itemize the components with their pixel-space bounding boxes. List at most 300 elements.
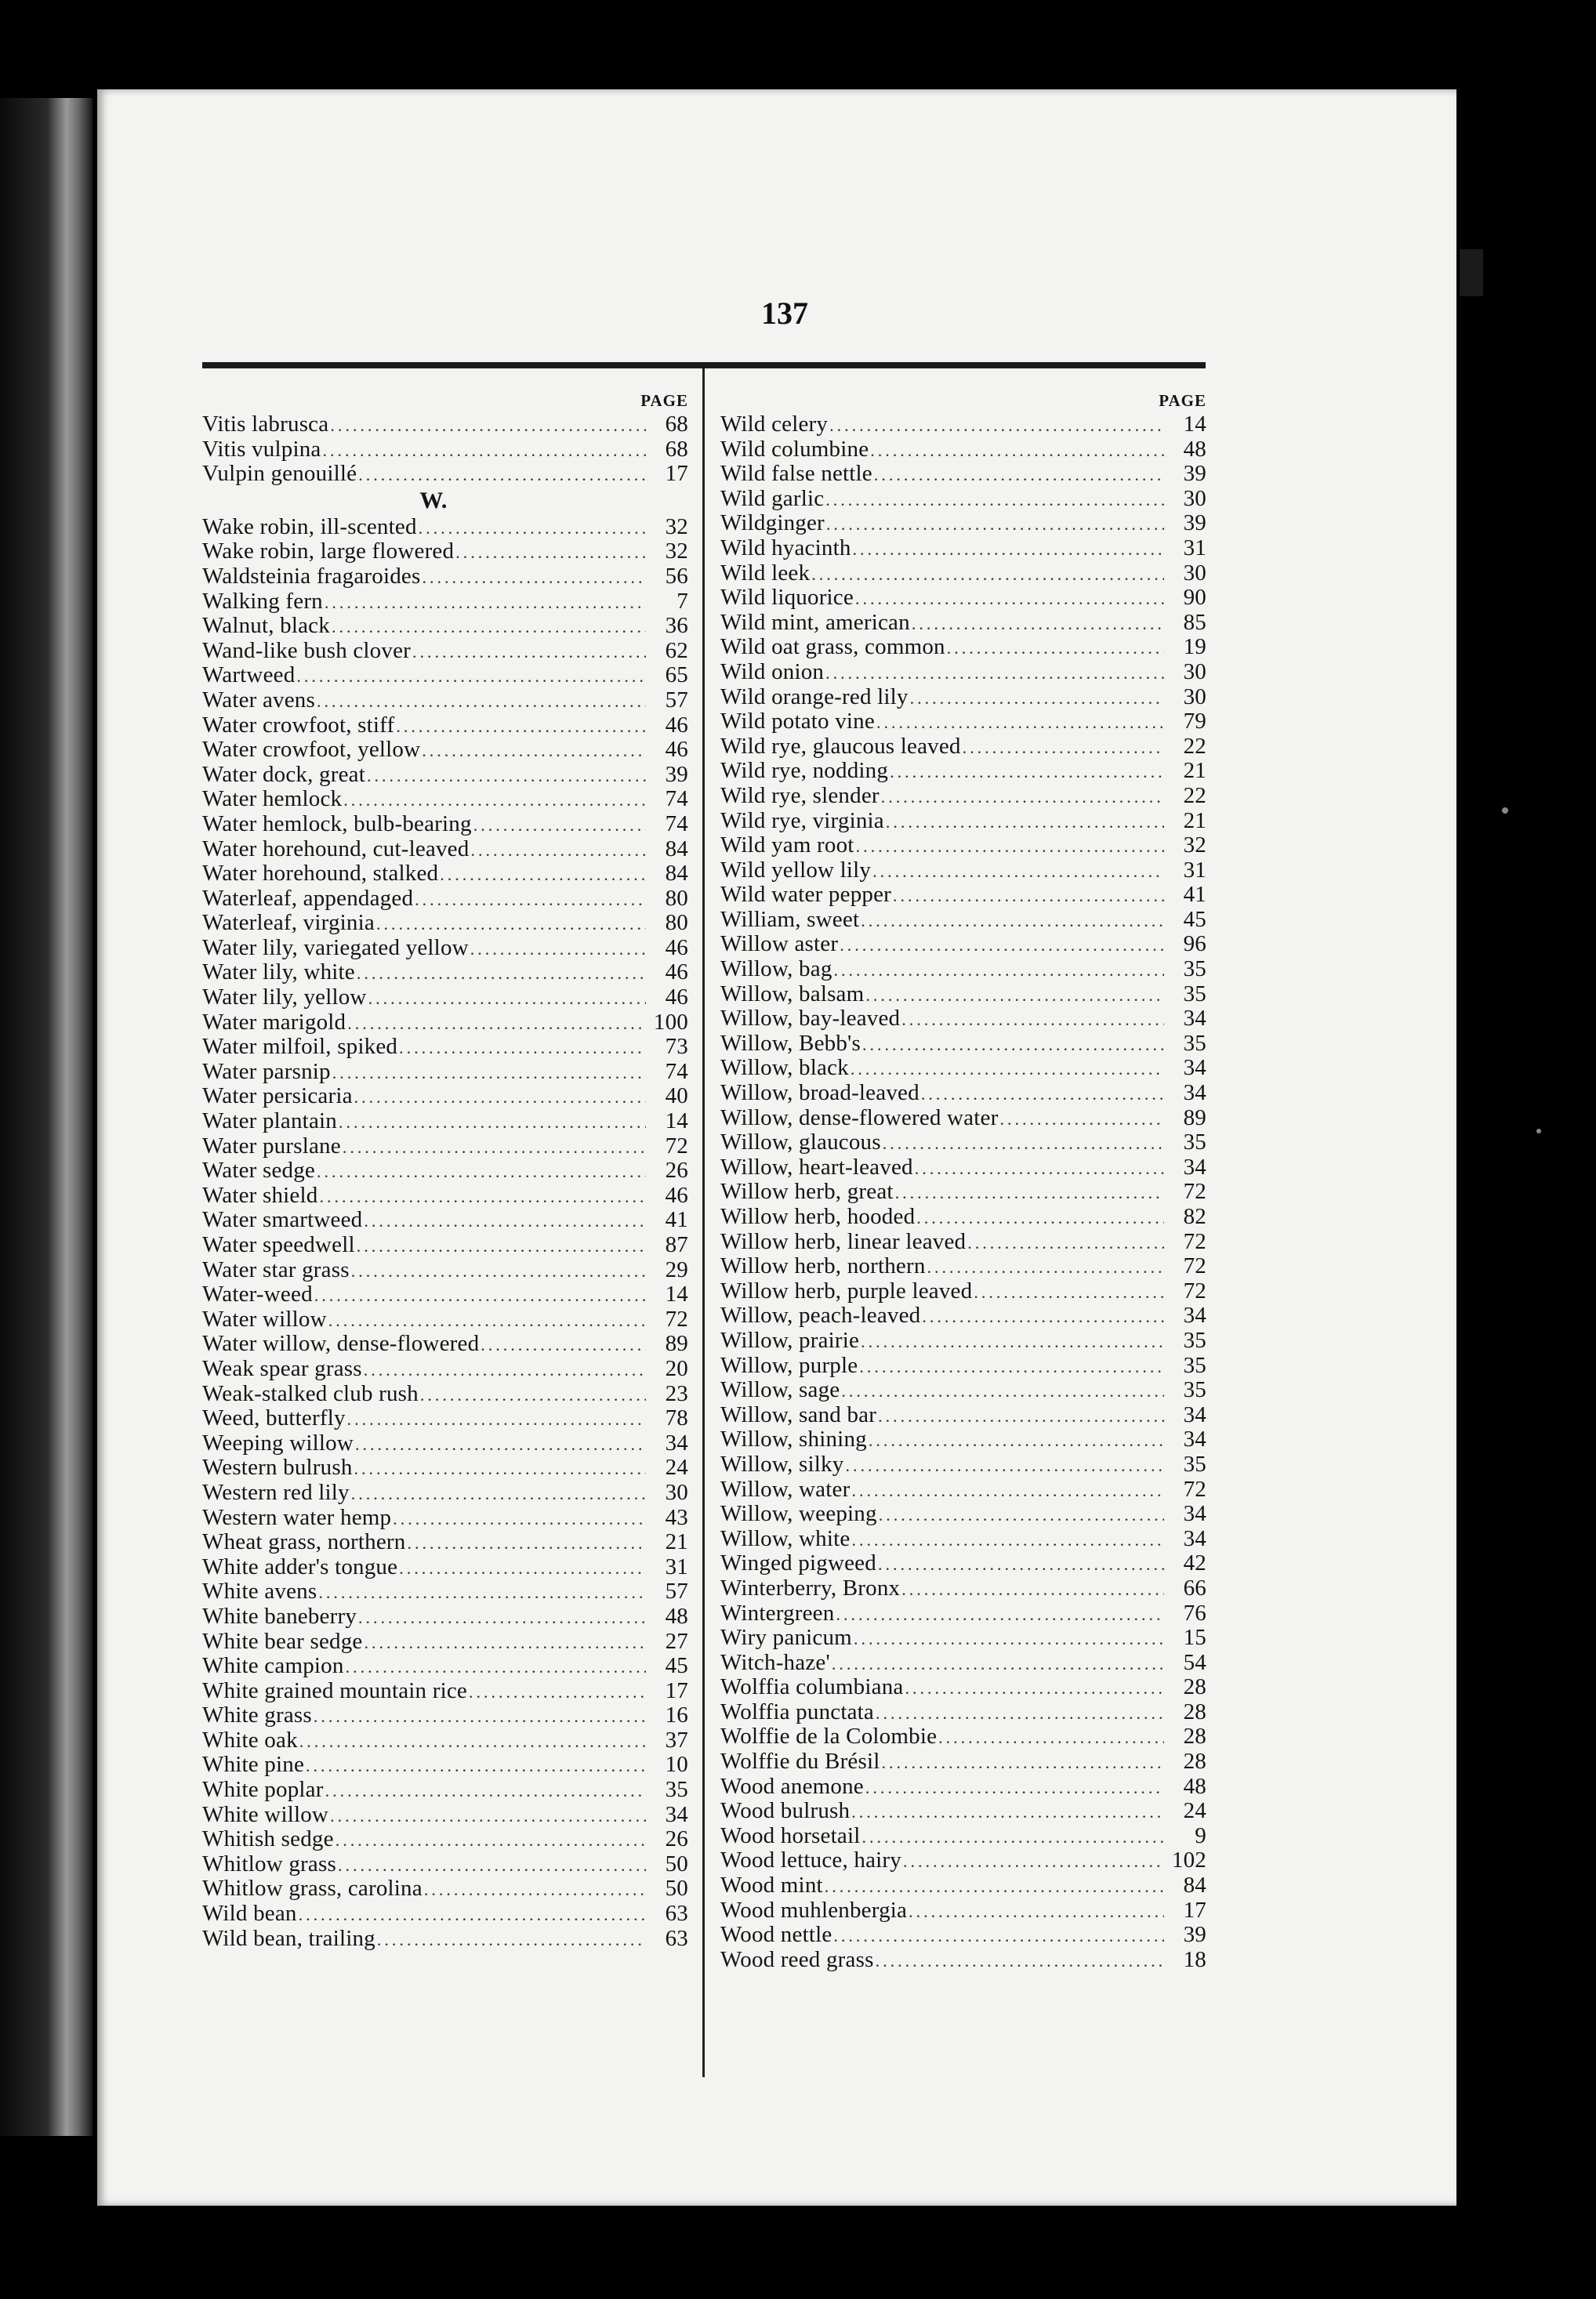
- dot-leader: [905, 1676, 1164, 1701]
- dot-leader: [328, 1308, 646, 1333]
- index-page-number: 34: [1183, 1055, 1206, 1081]
- dot-leader: [869, 1428, 1164, 1453]
- index-term: Willow, weeping: [720, 1501, 877, 1527]
- index-entry: [202, 1555, 688, 1580]
- index-term: Willow, Bebb's: [720, 1030, 861, 1056]
- index-entry: [202, 1258, 688, 1283]
- index-page-number: 30: [665, 1479, 688, 1505]
- index-page-number: 39: [1183, 510, 1206, 536]
- dot-leader: [872, 859, 1164, 884]
- index-page-number: 72: [1183, 1253, 1206, 1279]
- index-page-number: 34: [1183, 1006, 1206, 1032]
- index-term: Wild rye, glaucous leaved: [720, 733, 961, 759]
- index-term: Water horehound, stalked: [202, 861, 439, 887]
- index-entry: [720, 1551, 1206, 1576]
- index-term: Water milfoil, spiked: [202, 1034, 398, 1060]
- index-term: Whitlow grass: [202, 1851, 336, 1877]
- dot-leader: [876, 710, 1164, 735]
- index-page-number: 23: [665, 1380, 688, 1406]
- index-term: Water hemlock: [202, 786, 343, 812]
- index-entry: [202, 589, 688, 615]
- index-term: Wood lettuce, hairy: [720, 1848, 901, 1873]
- index-term: Willow, black: [720, 1055, 849, 1081]
- index-term: Willow, water: [720, 1476, 851, 1502]
- dot-leader: [878, 1404, 1164, 1429]
- index-entry: [720, 1230, 1206, 1255]
- index-page-number: 17: [665, 1677, 688, 1703]
- index-entry: [202, 515, 688, 540]
- index-term: Vulpin genouillé: [202, 461, 357, 487]
- dot-leader: [974, 1280, 1164, 1305]
- index-page-number: 35: [1183, 981, 1206, 1006]
- index-entry: [202, 462, 688, 487]
- index-page-number: 57: [665, 1579, 688, 1605]
- dot-leader: [420, 1383, 646, 1408]
- index-term: White bear sedge: [202, 1628, 363, 1654]
- index-page-number: 34: [1183, 1154, 1206, 1180]
- dot-leader: [834, 958, 1164, 983]
- index-page-number: 46: [665, 959, 688, 985]
- index-entry: [202, 1481, 688, 1506]
- index-entry: [720, 1502, 1206, 1527]
- dot-leader: [881, 785, 1164, 810]
- index-page-number: 72: [665, 1133, 688, 1159]
- index-page-number: 31: [665, 1554, 688, 1579]
- dot-leader: [338, 1853, 646, 1878]
- index-term: Water parsnip: [202, 1058, 331, 1084]
- index-entry: [720, 1675, 1206, 1700]
- dot-leader: [424, 1877, 646, 1902]
- index-term: Willow, broad-leaved: [720, 1080, 920, 1106]
- index-entry: [202, 1530, 688, 1555]
- dot-leader: [833, 1924, 1164, 1949]
- dot-leader: [921, 1082, 1164, 1107]
- index-term: Weed, butterfly: [202, 1405, 346, 1431]
- index-page-number: 40: [665, 1083, 688, 1109]
- index-entry: [720, 487, 1206, 512]
- index-entry: [202, 1208, 688, 1233]
- index-page-number: 72: [1183, 1228, 1206, 1254]
- index-entry: [202, 564, 688, 589]
- index-term: Willow herb, purple leaved: [720, 1278, 973, 1304]
- index-term: Water lily, yellow: [202, 985, 367, 1010]
- page-number: 137: [761, 296, 808, 331]
- index-term: Willow, heart-leaved: [720, 1154, 913, 1180]
- index-page-number: 32: [665, 538, 688, 564]
- dot-leader: [927, 1255, 1164, 1280]
- index-term: Whitlow grass, carolina: [202, 1876, 423, 1902]
- index-term: William, sweet: [720, 906, 860, 932]
- index-term: Wiry panicum: [720, 1625, 852, 1651]
- index-term: Wolffia columbiana: [720, 1674, 904, 1700]
- index-term: Wild oat grass, common: [720, 634, 945, 660]
- dot-leader: [351, 1259, 646, 1284]
- index-entry: [720, 1848, 1206, 1873]
- index-entry: [720, 1824, 1206, 1849]
- dot-leader: [422, 565, 646, 590]
- index-entry: [202, 960, 688, 985]
- index-entry: [202, 1431, 688, 1456]
- index-page-number: 72: [1183, 1179, 1206, 1205]
- index-entry: [720, 412, 1206, 437]
- dot-leader: [840, 933, 1164, 958]
- index-term: Wild leek: [720, 560, 811, 586]
- index-page-number: 16: [665, 1702, 688, 1728]
- index-term: Wild false nettle: [720, 461, 872, 487]
- index-entry: [720, 1403, 1206, 1428]
- dot-leader: [330, 413, 646, 438]
- dot-leader: [323, 438, 647, 463]
- dot-leader: [346, 1655, 646, 1680]
- index-column-left: [202, 389, 688, 1951]
- dot-leader: [883, 1131, 1164, 1156]
- index-term: White campion: [202, 1653, 344, 1679]
- index-page-number: 34: [1183, 1080, 1206, 1106]
- index-page-number: 68: [665, 436, 688, 462]
- index-page-number: 50: [665, 1876, 688, 1902]
- index-term: Water willow, dense-flowered: [202, 1331, 480, 1357]
- index-page-number: 39: [1183, 461, 1206, 487]
- index-entry: [720, 1081, 1206, 1106]
- section-letter: W.: [419, 487, 448, 513]
- index-page-number: 72: [665, 1306, 688, 1332]
- index-entry: [720, 1724, 1206, 1750]
- index-page-number: 57: [665, 687, 688, 713]
- dot-leader: [825, 1874, 1164, 1899]
- index-term: Willow herb, northern: [720, 1253, 926, 1279]
- dot-leader: [343, 788, 646, 813]
- dot-leader: [879, 1503, 1164, 1528]
- index-entry: [202, 763, 688, 788]
- index-entry: [720, 908, 1206, 933]
- index-page-number: 48: [1183, 436, 1206, 462]
- index-entry: [720, 536, 1206, 561]
- index-entry: [202, 1134, 688, 1159]
- dot-leader: [963, 735, 1164, 760]
- index-term: Wild bean: [202, 1901, 297, 1927]
- index-page-number: 21: [1183, 807, 1206, 833]
- index-page-number: 30: [1183, 684, 1206, 709]
- dot-leader: [910, 686, 1164, 711]
- index-term: Willow, silky: [720, 1451, 844, 1477]
- index-entry: [202, 936, 688, 961]
- index-entry: [202, 1332, 688, 1357]
- index-term: Wild orange-red lily: [720, 684, 909, 709]
- index-term: White baneberry: [202, 1603, 357, 1629]
- index-entry: [202, 1579, 688, 1605]
- index-entry: [202, 911, 688, 936]
- index-entry: [720, 1527, 1206, 1552]
- index-term: Willow, bay-leaved: [720, 1006, 901, 1032]
- index-page-number: 54: [1183, 1649, 1206, 1675]
- index-term: White grained mountain rice: [202, 1677, 467, 1703]
- index-entry: [720, 1130, 1206, 1155]
- index-entry: [202, 1877, 688, 1902]
- dot-leader: [915, 1156, 1164, 1181]
- index-page-number: 7: [676, 588, 688, 614]
- index-term: Weak spear grass: [202, 1355, 362, 1381]
- dot-leader: [473, 813, 646, 838]
- index-list-w-left: [202, 515, 688, 1951]
- index-term: Water lily, variegated yellow: [202, 934, 469, 960]
- index-page-number: 34: [1183, 1303, 1206, 1329]
- index-entry: [202, 412, 688, 437]
- index-entry: [202, 1703, 688, 1728]
- index-page-number: 22: [1183, 782, 1206, 808]
- dot-leader: [901, 1007, 1164, 1032]
- index-entry: [720, 611, 1206, 636]
- index-entry: [720, 1873, 1206, 1898]
- index-term: Water purslane: [202, 1133, 341, 1159]
- dot-leader: [358, 462, 646, 488]
- index-entry: [202, 1357, 688, 1382]
- index-entry: [202, 688, 688, 713]
- index-page-number: 63: [665, 1901, 688, 1927]
- index-entry: [720, 1948, 1206, 1973]
- index-entry: [720, 685, 1206, 710]
- index-entry: [720, 1304, 1206, 1329]
- dot-leader: [861, 1329, 1164, 1354]
- index-page-number: 72: [1183, 1278, 1206, 1304]
- index-entry: [202, 738, 688, 763]
- index-entry: [720, 1898, 1206, 1924]
- index-page-number: 28: [1183, 1749, 1206, 1775]
- index-page-number: 96: [1183, 931, 1206, 957]
- dot-leader: [865, 1775, 1164, 1800]
- index-term: Whitish sedge: [202, 1826, 334, 1852]
- index-term: Water lily, white: [202, 959, 355, 985]
- index-term: Wolffia punctata: [720, 1699, 875, 1724]
- index-page-number: 82: [1183, 1204, 1206, 1229]
- dot-leader: [870, 438, 1164, 463]
- dot-leader: [853, 537, 1164, 562]
- index-entry: [202, 1605, 688, 1630]
- index-page-number: 72: [1183, 1476, 1206, 1502]
- index-page-number: 15: [1183, 1625, 1206, 1651]
- dot-leader: [296, 664, 646, 689]
- index-entry: [202, 663, 688, 688]
- index-entry: [202, 887, 688, 912]
- dot-leader: [364, 1358, 646, 1383]
- index-term: Wild garlic: [720, 485, 825, 511]
- dot-leader: [377, 1927, 646, 1953]
- index-entry: [202, 1406, 688, 1431]
- dot-leader: [364, 1209, 646, 1234]
- index-term: Winged pigweed: [720, 1550, 876, 1576]
- index-page-number: 43: [665, 1504, 688, 1530]
- dot-leader: [306, 1753, 646, 1779]
- index-entry: [202, 1778, 688, 1803]
- index-term: Wartweed: [202, 662, 296, 688]
- dot-leader: [376, 912, 646, 937]
- dot-leader: [299, 1729, 646, 1754]
- index-entry: [720, 1576, 1206, 1601]
- index-page-number: 80: [665, 910, 688, 936]
- index-page-number: 35: [665, 1777, 688, 1803]
- index-entry: [720, 784, 1206, 809]
- index-page-number: 84: [665, 836, 688, 861]
- index-page-number: 28: [1183, 1699, 1206, 1724]
- index-page-number: 66: [1183, 1575, 1206, 1601]
- dot-leader: [365, 1630, 647, 1655]
- index-entry: [720, 1478, 1206, 1503]
- index-entry: [720, 1626, 1206, 1651]
- index-term: White avens: [202, 1579, 317, 1605]
- index-entry: [720, 734, 1206, 760]
- index-page-number: 30: [1183, 485, 1206, 511]
- index-term: Water dock, great: [202, 761, 365, 787]
- index-term: Western water hemp: [202, 1504, 392, 1530]
- index-page-number: 100: [653, 1009, 688, 1035]
- index-term: Willow, sage: [720, 1377, 840, 1403]
- index-term: Wild water pepper: [720, 882, 892, 908]
- index-page-number: 14: [1183, 412, 1206, 437]
- index-page-number: 32: [1183, 832, 1206, 858]
- dot-leader: [357, 1234, 646, 1259]
- dot-leader: [470, 937, 646, 962]
- index-page-number: 48: [665, 1603, 688, 1629]
- index-page-number: 85: [1183, 609, 1206, 635]
- index-page-number: 79: [1183, 709, 1206, 734]
- index-page-number: 39: [665, 761, 688, 787]
- index-term: Waldsteinia fragaroides: [202, 563, 421, 589]
- index-page-number: 24: [665, 1455, 688, 1481]
- index-page-number: 35: [1183, 1451, 1206, 1477]
- index-entry: [720, 1279, 1206, 1304]
- index-entry: [202, 1902, 688, 1927]
- index-entry: [202, 1035, 688, 1060]
- index-entry: [720, 1923, 1206, 1948]
- index-entry: [202, 1803, 688, 1828]
- index-page-number: 28: [1183, 1724, 1206, 1750]
- index-page-number: 68: [665, 412, 688, 437]
- index-term: White grass: [202, 1702, 312, 1728]
- index-entry: [202, 1827, 688, 1852]
- dot-leader: [882, 1750, 1165, 1775]
- index-page-number: 46: [665, 737, 688, 763]
- dot-leader: [357, 961, 646, 986]
- index-term: Willow, sand bar: [720, 1402, 877, 1427]
- index-term: Water shield: [202, 1182, 318, 1208]
- dot-leader: [862, 1032, 1164, 1057]
- dot-leader: [332, 1061, 646, 1086]
- index-page-number: 41: [1183, 882, 1206, 908]
- index-entry: [720, 957, 1206, 982]
- index-term: Water crowfoot, yellow: [202, 737, 421, 763]
- dot-leader: [422, 738, 646, 763]
- index-entry: [720, 462, 1206, 487]
- index-entry: [720, 932, 1206, 957]
- dot-leader: [909, 1899, 1164, 1924]
- index-term: Water marigold: [202, 1009, 346, 1035]
- index-entry: [720, 1354, 1206, 1379]
- index-term: Wood nettle: [720, 1922, 832, 1948]
- index-term: Willow, white: [720, 1525, 851, 1551]
- index-entry: [202, 1060, 688, 1085]
- index-page-number: 35: [1183, 1030, 1206, 1056]
- index-term: Wake robin, large flowered: [202, 538, 455, 564]
- adjacent-page-edge: [0, 98, 92, 2136]
- index-page-number: 84: [1183, 1873, 1206, 1898]
- index-page-number: 74: [665, 810, 688, 836]
- index-entry: [720, 759, 1206, 784]
- index-term: Water plantain: [202, 1108, 337, 1134]
- dot-leader: [347, 1407, 646, 1432]
- index-term: White oak: [202, 1727, 298, 1753]
- index-entry: [720, 635, 1206, 660]
- index-entry: [202, 1630, 688, 1655]
- index-term: Wild rye, slender: [720, 782, 880, 808]
- dot-leader: [393, 1507, 646, 1532]
- dot-leader: [861, 908, 1164, 934]
- index-page-number: 39: [1183, 1922, 1206, 1948]
- index-page-number: 45: [1183, 906, 1206, 932]
- film-speck: [1536, 1129, 1541, 1133]
- index-page-number: 78: [665, 1405, 688, 1431]
- index-page-number: 87: [665, 1232, 688, 1257]
- index-page-number: 17: [1183, 1897, 1206, 1923]
- index-entry: [202, 437, 688, 462]
- index-entry: [720, 833, 1206, 858]
- index-entry: [202, 812, 688, 837]
- index-term: Wild liquorice: [720, 585, 854, 611]
- index-term: White willow: [202, 1801, 329, 1827]
- dot-leader: [299, 1902, 646, 1927]
- index-term: Willow herb, hooded: [720, 1204, 916, 1229]
- index-term: Wild bean, trailing: [202, 1925, 375, 1951]
- index-term: Willow herb, linear leaved: [720, 1228, 967, 1254]
- index-entry: [720, 1032, 1206, 1057]
- index-term: Water speedwell: [202, 1232, 355, 1257]
- index-page-number: 84: [665, 861, 688, 887]
- index-entry: [720, 883, 1206, 908]
- dot-leader: [325, 1779, 646, 1804]
- index-page-number: 18: [1183, 1946, 1206, 1972]
- index-page-number: 48: [1183, 1773, 1206, 1799]
- index-entry: [720, 1254, 1206, 1279]
- film-speck: [1502, 807, 1508, 814]
- dot-leader: [851, 1528, 1164, 1553]
- index-term: Water-weed: [202, 1282, 313, 1307]
- index-term: Wolffie de la Colombie: [720, 1724, 938, 1750]
- index-term: Wild celery: [720, 412, 829, 437]
- dot-leader: [319, 1184, 646, 1209]
- index-page-number: 10: [665, 1752, 688, 1778]
- index-entry: [720, 709, 1206, 734]
- index-term: Willow herb, great: [720, 1179, 894, 1205]
- dot-leader: [330, 1804, 646, 1829]
- dot-leader: [845, 1453, 1164, 1478]
- dot-leader: [368, 986, 646, 1011]
- index-page-number: 102: [1171, 1848, 1206, 1873]
- index-entry: [202, 1728, 688, 1753]
- dot-leader: [851, 1478, 1164, 1503]
- dot-leader: [317, 1159, 646, 1184]
- dot-leader: [481, 1333, 646, 1358]
- index-page-number: 46: [665, 712, 688, 738]
- dot-leader: [967, 1231, 1164, 1256]
- index-entry: [202, 837, 688, 862]
- index-entry: [720, 437, 1206, 462]
- dot-leader: [836, 1602, 1164, 1627]
- index-term: Water willow: [202, 1306, 327, 1332]
- index-term: Wild onion: [720, 658, 825, 684]
- index-entry: [202, 614, 688, 639]
- index-entry: [202, 1307, 688, 1333]
- index-term: Water hemlock, bulb-bearing: [202, 810, 472, 836]
- index-entry: [202, 1233, 688, 1258]
- index-term: Western bulrush: [202, 1455, 353, 1481]
